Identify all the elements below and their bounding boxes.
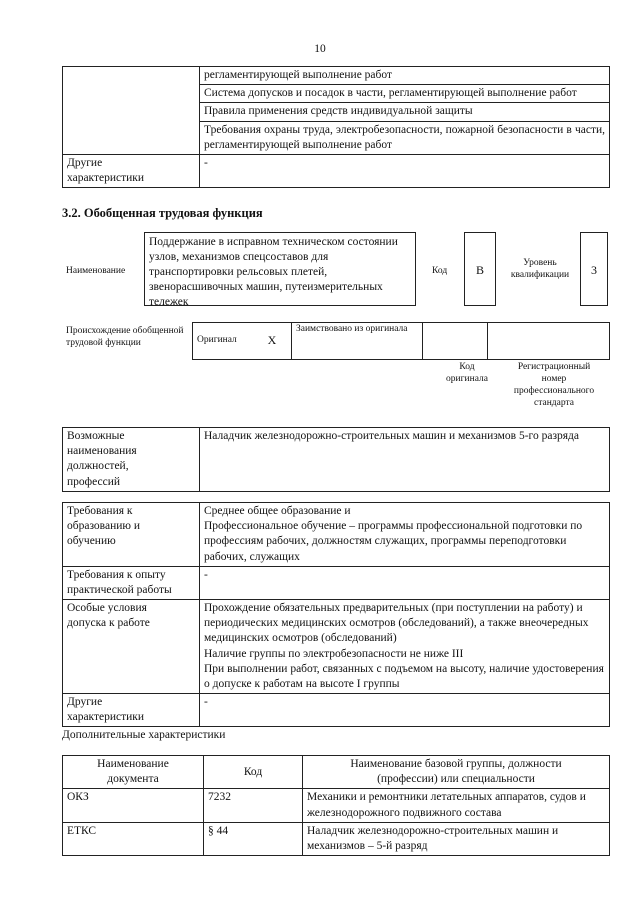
reg-number-cell <box>488 323 610 360</box>
qualification-level-label: Уровень квалификации <box>510 258 570 280</box>
doc-code: § 44 <box>204 822 303 855</box>
table-row <box>63 694 610 727</box>
positions-table <box>62 427 610 492</box>
qualification-level-value: 3 <box>580 232 608 306</box>
code-original-cell <box>423 323 488 360</box>
other-characteristics-label: Другие характеристики <box>63 694 200 727</box>
group-name: Наладчик железнодорожно-строительных машин и механизмов – 5-й разряд <box>303 822 610 855</box>
code-original-caption: Код оригинала <box>446 362 488 384</box>
table-row <box>63 822 610 855</box>
table-header-row <box>63 756 610 789</box>
section-heading: 3.2. Обобщенная трудовая функция <box>62 206 263 220</box>
code-label: Код <box>432 266 448 276</box>
name-label: Наименование <box>66 266 126 276</box>
other-characteristics-value: - <box>200 154 610 187</box>
experience-value: - <box>200 566 610 599</box>
page-number: 10 <box>314 43 326 55</box>
special-conditions-label: Особые условия допуска к работе <box>63 600 200 694</box>
additional-heading: Дополнительные характеристики <box>62 729 226 741</box>
other-characteristics-label: Другие характеристики <box>63 154 200 187</box>
empty-label-cell <box>63 67 200 155</box>
borrowed-label: Заимствовано из оригинала <box>292 323 423 360</box>
origin-label: Происхождение обобщенной трудовой функции <box>66 326 184 348</box>
header-code: Код <box>204 756 303 789</box>
special-conditions-value: Прохождение обязательных предварительных (при поступлении на работу) и периодических медицинских осмотров (обследований), а также внеочередных медицинских осмотров (обследований) Наличие группы по электробезопасности не ниже III При выполнении работ, связанных с подъемом на высоту, наличие удостоверения о допуске к работам на высоте I группы <box>200 600 610 694</box>
original-label: Оригинал <box>193 323 254 360</box>
additional-table <box>62 755 610 856</box>
requirements-table <box>62 502 610 727</box>
reg-number-caption: Регистрационный номер профессионального стандарта <box>513 362 595 408</box>
code-value: В <box>464 232 496 306</box>
knowledge-item: Правила применения средств индивидуальной защиты <box>200 103 610 121</box>
doc-name: ОКЗ <box>63 789 204 822</box>
knowledge-item: Требования охраны труда, электробезопасности, пожарной безопасности в части, регламентирующей выполнение работ <box>200 121 610 154</box>
doc-name: ЕТКС <box>63 822 204 855</box>
education-label: Требования к образованию и обучению <box>63 503 200 567</box>
table-row <box>63 503 610 567</box>
table-row <box>63 600 610 694</box>
knowledge-item: регламентирующей выполнение работ <box>200 67 610 85</box>
other-characteristics-value: - <box>200 694 610 727</box>
function-name-value: Поддержание в исправном техническом состоянии узлов, механизмов спецсоставов для транспортировки рельсовых плетей, звенорасшивочных машин, путеизмерительных тележек <box>144 232 416 306</box>
table-row <box>193 323 610 360</box>
positions-value: Наладчик железнодорожно-строительных машин и механизмов 5-го разряда <box>200 428 610 492</box>
knowledge-item: Система допусков и посадок в части, регламентирующей выполнение работ <box>200 85 610 103</box>
doc-code: 7232 <box>204 789 303 822</box>
header-group: Наименование базовой группы, должности (профессии) или специальности <box>303 756 610 789</box>
positions-label: Возможные наименования должностей, профессий <box>63 428 200 492</box>
table-row <box>63 154 610 187</box>
knowledge-table <box>62 66 610 188</box>
table-row <box>63 789 610 822</box>
table-row <box>63 566 610 599</box>
table-row <box>63 428 610 492</box>
experience-label: Требования к опыту практической работы <box>63 566 200 599</box>
header-document: Наименование документа <box>63 756 204 789</box>
table-row <box>63 67 610 85</box>
education-value: Среднее общее образование и Профессиональное обучение – программы профессиональной подготовки по профессиям рабочих, должностям служащих, программы переподготовки рабочих, служащих <box>200 503 610 567</box>
original-mark: X <box>253 323 292 360</box>
origin-table <box>192 322 610 360</box>
group-name: Механики и ремонтники летательных аппаратов, судов и железнодорожного подвижного состава <box>303 789 610 822</box>
